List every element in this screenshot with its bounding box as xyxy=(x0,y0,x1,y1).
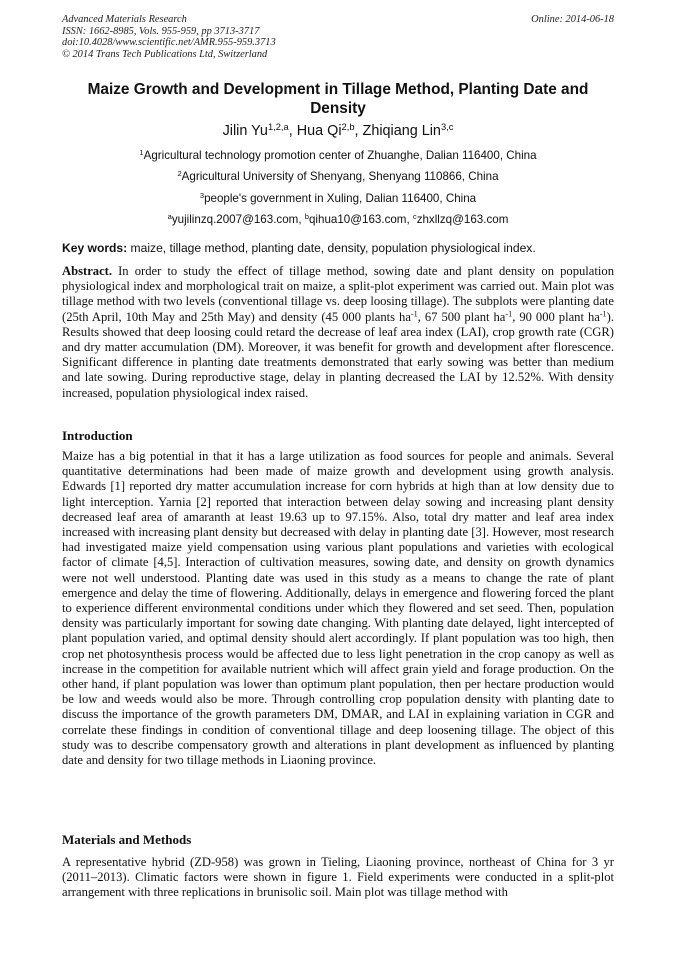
introduction-body: Maize has a big potential in that it has a large utilization as food sources for people and animals. Several quantitative determinations had been made of maize growth and development using growth analysis. Edwards [1] reported dry matter accumulation increase for corn hybrids at high than at low density due to light interception. Yarnia [2] reported that interaction between delay sowing and increasing plant density decreased leaf area of amaranth at least 19.63 up to 97.15%. Also, total dry matter and leaf area index increased with increasing plant density but decreased with delay in planting date [3]. However, most research had investigated maize yield compensation using various plant populations and varieties with ecological factor of climate [4,5]. Interaction of cultivation measures, sowing date, and density on growth dynamics were not well understood. Planting date was used in this study as a means to change the rate of plant emergence and delay the time of flowering. Additionally, delays in emergence and flowering forced the plant to experience different environmental conditions under which they flowered and set seed. Then, population density was particularly important for sowing date changing. With planting date delayed, light intercepted of plant population varied, and optimal density should alert accordingly. If plant population was too high, then crop net photosynthesis process would be affected due to less light penetration in the crop canopy as well as increase in the competition for available nutrient which will affect grain yield and forage production. On the other hand, if plant population was lower than optimum plant population, then per hectare production would be low and weeds would also be more. Through controlling crop population density with planting date to discuss the importance of the growth parameters DM, DMAR, and LAI in explaining variation in CGR and correlate these findings in condition of conventional tillage and deep loosening tillage. The object of this study was to describe compensatory growth and alterations in plant development as influenced by planting date and density for two tillage methods in Liaoning province. xyxy=(62,449,614,768)
affiliation-mark: 3 xyxy=(199,190,205,200)
affiliation-mark: 2 xyxy=(177,168,182,178)
author-name: Zhiqiang Lin xyxy=(362,123,441,139)
author-list xyxy=(62,122,614,140)
affiliation-text: Agricultural University of Shenyang, Shenyang 110866, China xyxy=(181,170,499,183)
paper-title: Maize Growth and Development in Tillage Method, Planting Date and Density xyxy=(87,81,589,117)
journal-issn: ISSN: 1662-8985, Vols. 955-959, pp 3713-3717 xyxy=(62,25,260,37)
abstract-label: Abstract. xyxy=(62,264,113,278)
keywords xyxy=(62,241,622,255)
abstract-text: In order to study the effect of tillage method, sowing date and plant density on population physiological index and morphological trait on maize, a split-plot experiment was carried out. Main plot was tillage method with two levels (conventional tillage vs. deep loosing tillage). The subplots were planting date (25th April, 10th May and 25th May) and density (45 000 plants ha xyxy=(62,264,614,324)
abstract-text: ). Results showed that deep loosing could retard the decrease of leaf area index (LAI), crop growth rate (CGR) and dry matter accumulation (DM). Moreover, it was benefit for growth and development after florescence. Significant difference in planting date treatments demonstrated that early sowing was better than medium and late sowing. During reproductive stage, delay in planting decreased the LAI by 12.52%. With density increased, population physiological index raised. xyxy=(62,309,614,400)
email-mark: c xyxy=(412,211,417,221)
email-mark: a xyxy=(167,211,172,221)
journal-header xyxy=(62,14,614,60)
affiliation-2 xyxy=(62,170,614,184)
email-list xyxy=(62,213,614,227)
email-mark: b xyxy=(304,211,309,221)
affiliation-mark: 1 xyxy=(139,147,144,157)
journal-copyright: © 2014 Trans Tech Publications Ltd, Switzerland xyxy=(62,48,268,60)
unit-exponent: -1 xyxy=(410,309,418,319)
author-name: Hua Qi xyxy=(296,123,342,139)
email-text: qihua10@163.com, xyxy=(308,213,413,226)
author-affiliation-mark: 3,c xyxy=(440,121,454,132)
affiliation-1 xyxy=(62,149,614,163)
affiliation-3 xyxy=(62,192,614,206)
abstract xyxy=(62,264,614,401)
email-text: zhxllzq@163.com xyxy=(416,213,509,226)
unit-exponent: -1 xyxy=(599,309,607,319)
online-date: Online: 2014-06-18 xyxy=(531,14,614,25)
author-separator: , xyxy=(354,123,363,139)
keywords-text: maize, tillage method, planting date, density, population physiological index. xyxy=(127,241,536,255)
affiliation-text: Agricultural technology promotion center of Zhuanghe, Dalian 116400, China xyxy=(143,149,537,162)
keywords-label: Key words: xyxy=(62,241,128,255)
author-affiliation-mark: 1,2,a xyxy=(267,121,289,132)
author-name: Jilin Yu xyxy=(222,123,268,139)
unit-exponent: -1 xyxy=(505,309,513,319)
journal-name: Advanced Materials Research xyxy=(62,14,187,25)
methods-heading: Materials and Methods xyxy=(62,832,192,847)
methods-body: A representative hybrid (ZD-958) was grown in Tieling, Liaoning province, northeast of China for 3 yr (2011–2013). Climatic factors were shown in figure 1. Field experiments were conducted in a split-plot arrangement with three replications in brunisolic soil. Main plot was tillage method with xyxy=(62,855,614,900)
author-affiliation-mark: 2,b xyxy=(341,121,355,132)
author-separator: , xyxy=(288,123,297,139)
email-text: yujilinzq.2007@163.com, xyxy=(171,213,305,226)
abstract-text: , 90 000 plant ha xyxy=(512,309,600,324)
journal-doi: doi:10.4028/www.scientific.net/AMR.955-959.3713 xyxy=(62,37,276,49)
abstract-text: , 67 500 plant ha xyxy=(417,309,506,324)
affiliation-text: people's government in Xuling, Dalian 116400, China xyxy=(204,192,477,205)
introduction-heading: Introduction xyxy=(62,428,133,443)
